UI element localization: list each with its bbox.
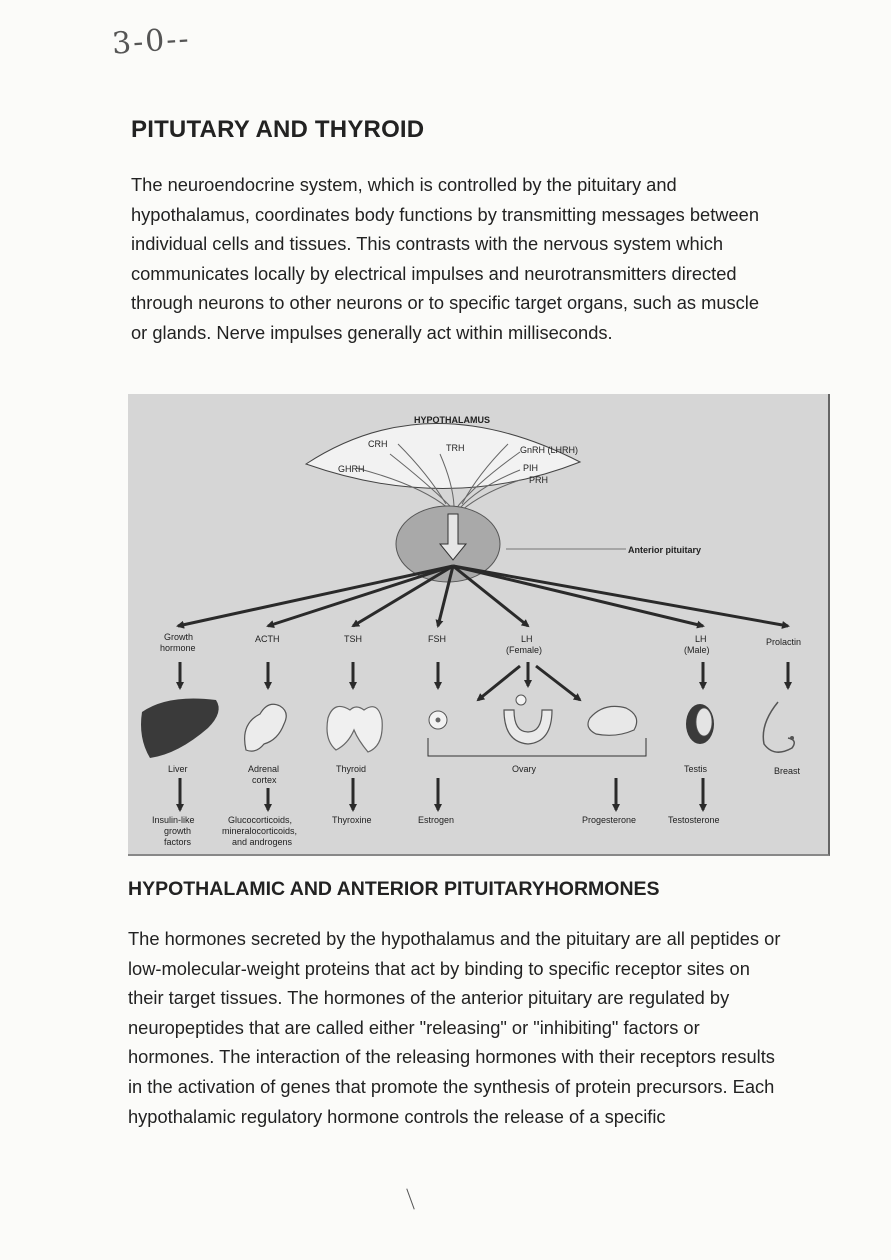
growth-hormone-label-1: Growth	[164, 632, 194, 642]
adrenal-illustration	[245, 704, 287, 751]
follicle-center	[436, 718, 441, 723]
testis-highlight	[696, 708, 712, 736]
glucocorticoids-label-2: mineralocorticoids,	[222, 826, 298, 836]
lh-female-label-1: LH	[521, 634, 533, 644]
lh-male-label-2: (Male)	[684, 645, 710, 655]
trh-label: TRH	[446, 443, 465, 453]
ovulated-egg	[516, 695, 526, 705]
prolactin-label: Prolactin	[766, 637, 802, 647]
glucocorticoids-label-3: and androgens	[232, 837, 293, 847]
ghrh-label: GHRH	[338, 464, 365, 474]
thyroid-label: Thyroid	[336, 764, 367, 774]
testis-label: Testis	[684, 764, 708, 774]
anterior-pituitary-label: Anterior pituitary	[628, 545, 702, 555]
prh-label: PRH	[529, 475, 549, 485]
insulin-label-2: growth	[164, 826, 192, 836]
thyroxine-label: Thyroxine	[332, 815, 372, 825]
gnrh-label: GnRH (LHRH)	[520, 445, 579, 455]
insulin-label-3: factors	[164, 837, 192, 847]
adrenal-label-1: Adrenal	[248, 764, 280, 774]
testosterone-label: Testosterone	[668, 815, 720, 825]
breast-label: Breast	[774, 766, 801, 776]
pih-label: PIH	[523, 463, 539, 473]
breast-nipple	[790, 736, 794, 740]
hormone-to-target-arrows	[180, 662, 788, 700]
hormone-diagram-svg	[128, 394, 830, 856]
growth-hormone-label-2: hormone	[160, 643, 196, 653]
hypothalamus-label: HYPOTHALAMUS	[414, 415, 490, 425]
ovulation-illustration	[504, 710, 552, 744]
liver-illustration	[141, 699, 219, 759]
radiating-arrows	[178, 566, 788, 626]
handwritten-page-note: 3-0--	[110, 21, 192, 62]
page-number-mark	[406, 1188, 414, 1209]
page-title: PITUTARY AND THYROID	[131, 116, 425, 143]
fsh-label: FSH	[428, 634, 446, 644]
glucocorticoids-label-1: Glucocorticoids,	[228, 815, 293, 825]
crh-label: CRH	[368, 439, 388, 449]
ovary-label: Ovary	[512, 764, 537, 774]
acth-label: ACTH	[255, 634, 280, 644]
insulin-label-1: Insulin-like	[152, 815, 195, 825]
breast-illustration	[763, 702, 794, 752]
section-heading: HYPOTHALAMIC AND ANTERIOR PITUITARYHORMONES	[128, 878, 660, 900]
intro-paragraph: The neuroendocrine system, which is controlled by the pituitary and hypothalamus, coordinates body functions by transmitting messages between individual cells and tissues. This contrasts with the nervous system which communicates locally by electrical impulses and neurotransmitters directed through neurons to other neurons or to specific target organs, such as muscle or glands. Nerve impulses generally act within milliseconds.	[131, 174, 760, 343]
corpus-luteum-illustration	[588, 706, 637, 735]
thyroid-illustration	[327, 706, 382, 752]
adrenal-label-2: cortex	[252, 775, 277, 785]
section-paragraph: The hormones secreted by the hypothalamus and the pituitary are all peptides or low-molecular-weight proteins that act by binding to specific receptor sites on their target tissues. The hormones of the anterior pituitary are regulated by neuropeptides that are called either "releasing" or "inhibiting" factors or hormones. The interaction of the releasing hormones with their receptors results in the activation of genes that promote the synthesis of protein precursors. Each hypothalamic regulatory hormone controls the release of a specific	[128, 928, 781, 1127]
estrogen-label: Estrogen	[418, 815, 455, 825]
tsh-label: TSH	[344, 634, 362, 644]
hormone-diagram	[128, 394, 830, 856]
liver-label: Liver	[168, 764, 188, 774]
lh-male-label-1: LH	[695, 634, 707, 644]
lh-female-label-2: (Female)	[506, 645, 543, 655]
progesterone-label: Progesterone	[582, 815, 637, 825]
